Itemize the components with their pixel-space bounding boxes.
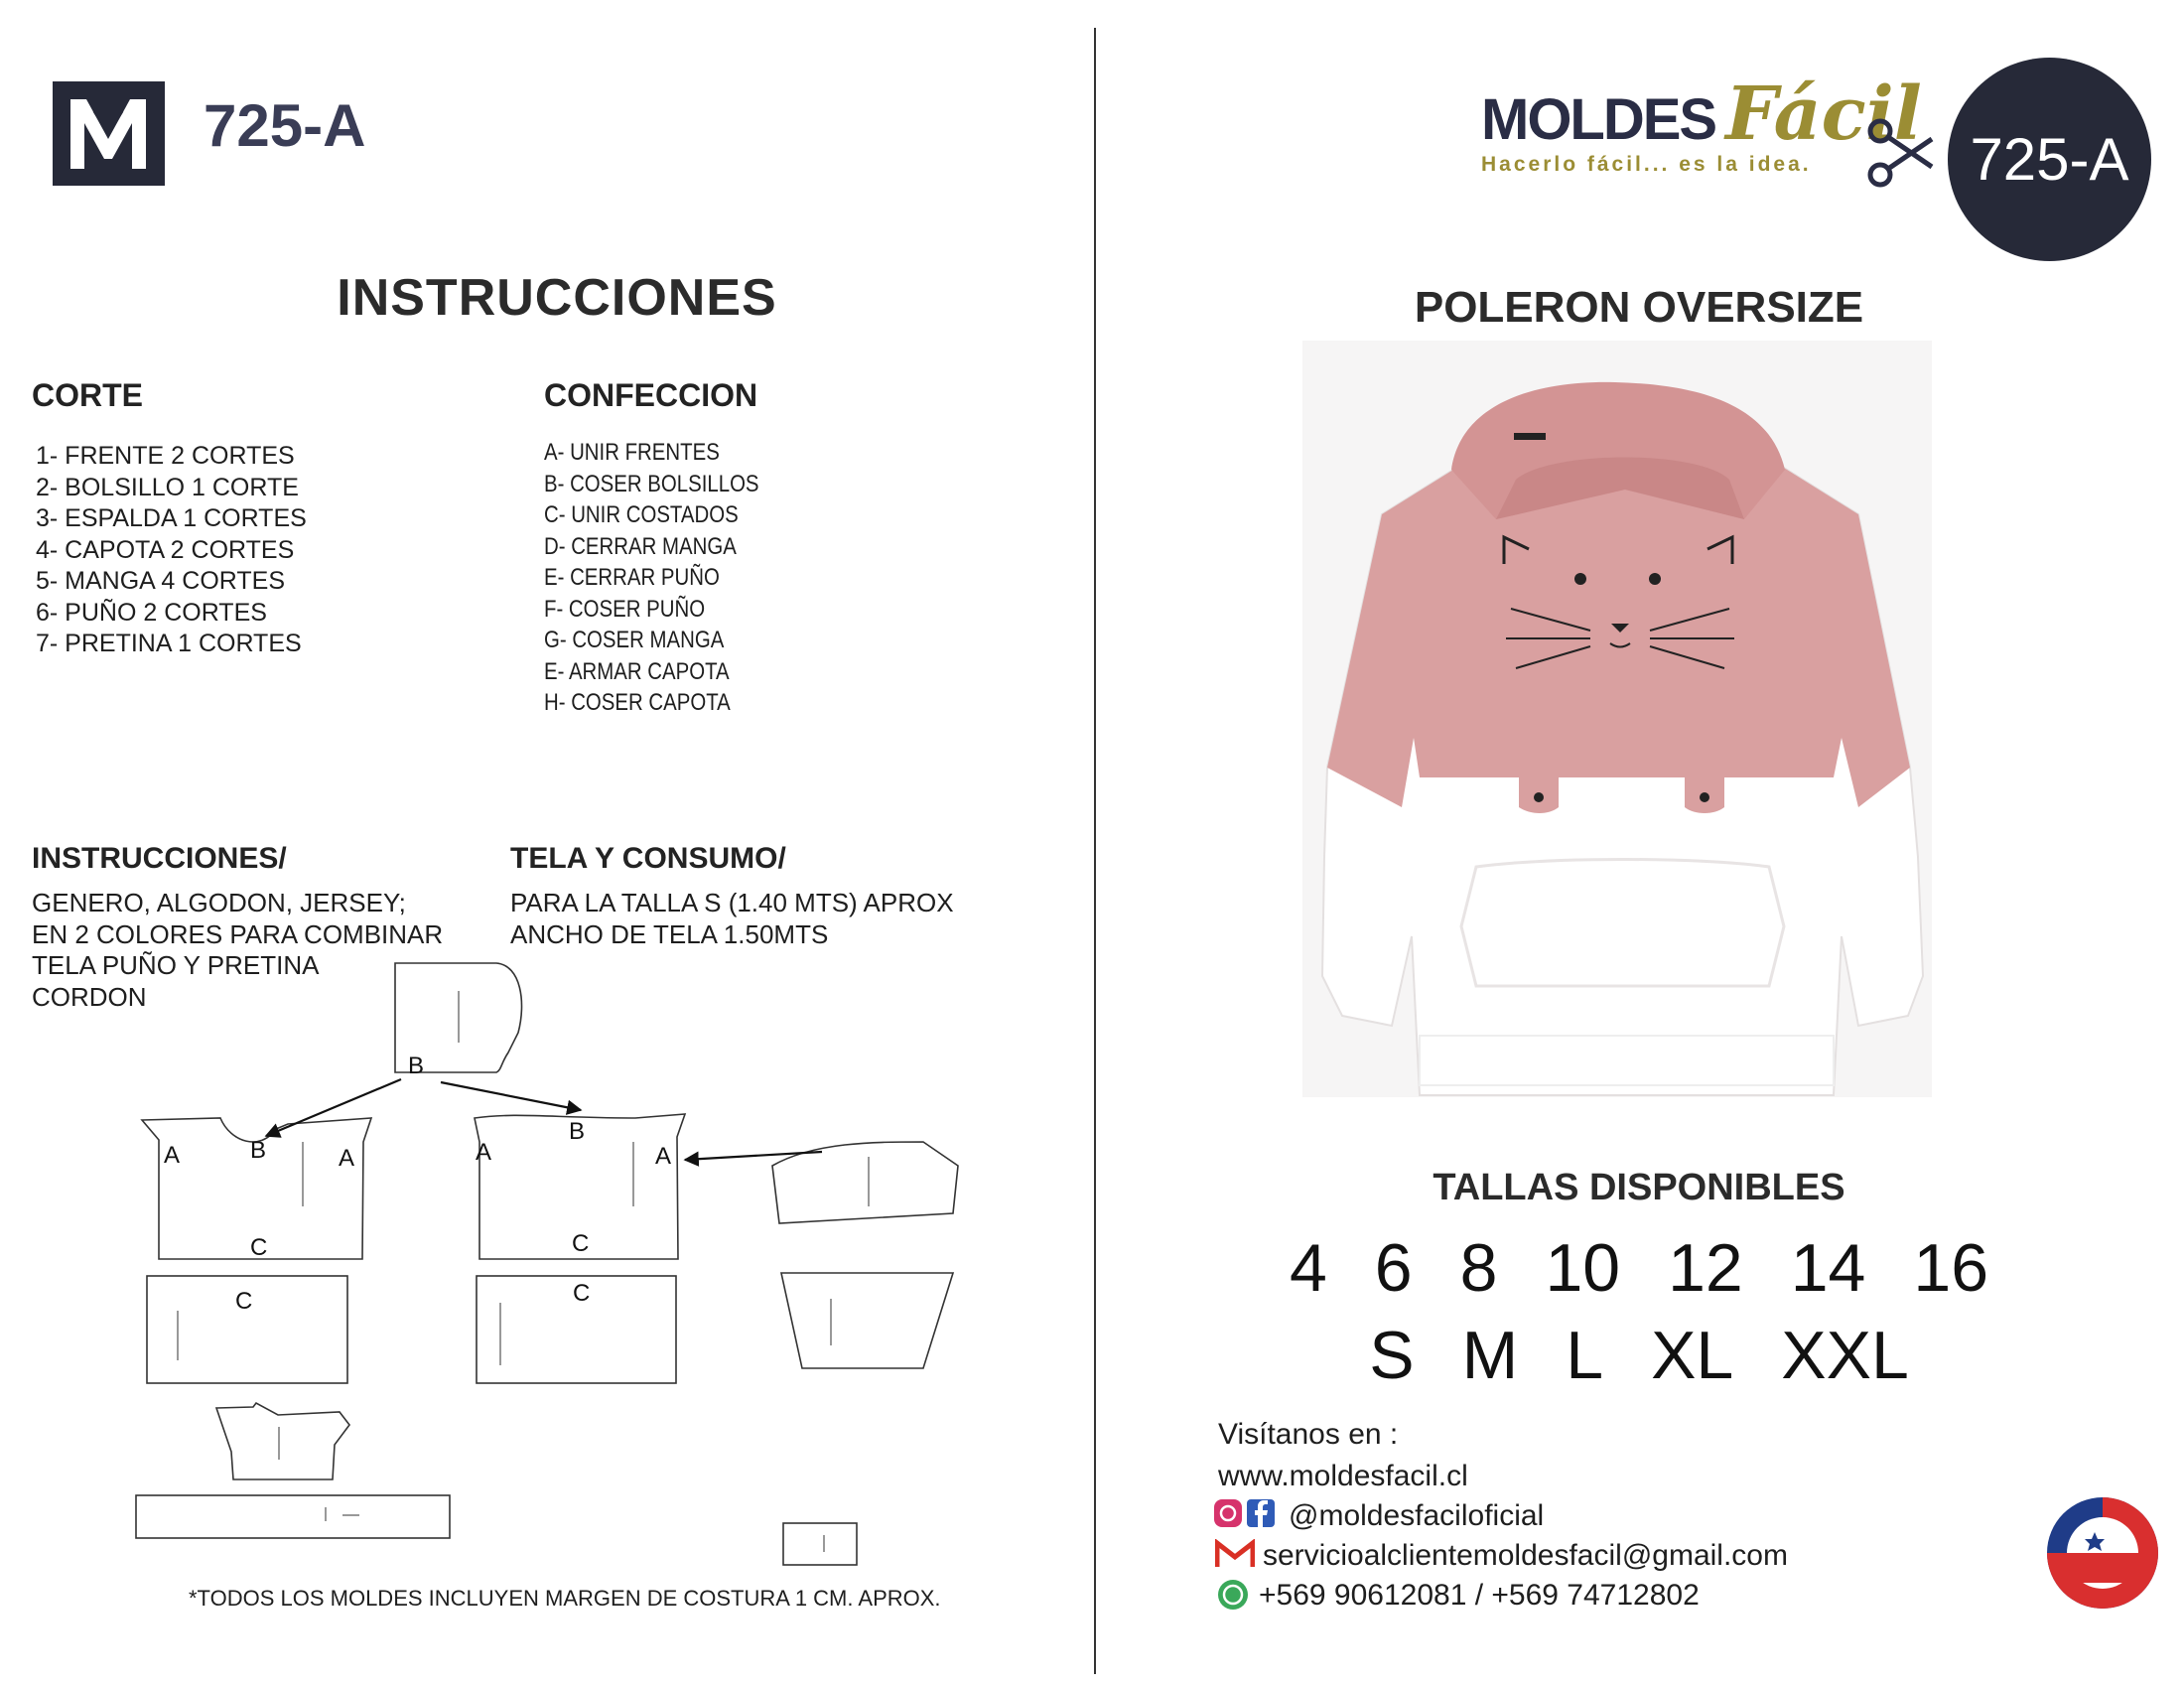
brand-logo-icon	[53, 81, 165, 186]
list-item: D- CERRAR MANGA	[544, 532, 737, 560]
list-item: 2- BOLSILLO 1 CORTE	[36, 473, 299, 501]
waistband-piece	[136, 1495, 450, 1538]
pattern-code-badge: 725-A	[1948, 58, 2151, 261]
product-title: POLERON OVERSIZE	[1414, 283, 1864, 332]
size-option: 8	[1459, 1230, 1498, 1306]
list-item: C- UNIR COSTADOS	[544, 501, 739, 528]
product-photo	[1302, 341, 1932, 1097]
visit-label: Visítanos en :	[1218, 1418, 1399, 1451]
social-handle[interactable]: @moldesfaciloficial	[1289, 1499, 1545, 1532]
sizes-title: TALLAS DISPONIBLES	[1433, 1167, 1845, 1208]
list-item: 6- PUÑO 2 CORTES	[36, 598, 267, 627]
website-link[interactable]: www.moldesfacil.cl	[1218, 1460, 1468, 1492]
materials-line: TELA PUÑO Y PRETINA	[32, 950, 320, 980]
whatsapp-icon[interactable]	[1217, 1579, 1249, 1611]
brand-tagline: Hacerlo fácil... es la idea.	[1481, 153, 1812, 176]
scissors-icon	[1866, 117, 1936, 189]
instagram-facebook-icon[interactable]	[1213, 1497, 1277, 1529]
small-cord-piece	[783, 1523, 857, 1565]
size-option: M	[1461, 1318, 1519, 1393]
corte-title: CORTE	[32, 377, 143, 413]
list-item: E- CERRAR PUÑO	[544, 564, 720, 591]
gmail-icon[interactable]	[1215, 1539, 1255, 1569]
size-option: 12	[1668, 1230, 1743, 1306]
size-option: XL	[1651, 1318, 1734, 1393]
size-option: S	[1369, 1318, 1415, 1393]
email-link[interactable]: servicioalclientemoldesfacil@gmail.com	[1263, 1539, 1788, 1572]
size-option: 10	[1545, 1230, 1621, 1306]
footnote: *TODOS LOS MOLDES INCLUYEN MARGEN DE COSTURA 1 CM. APROX.	[189, 1586, 941, 1611]
hoodie-illustration	[1302, 341, 1932, 1097]
size-option: XXL	[1781, 1318, 1909, 1393]
pattern-code: 725-A	[204, 92, 366, 159]
phone-numbers[interactable]: +569 90612081 / +569 74712802	[1259, 1579, 1700, 1612]
pattern-pieces-diagram	[0, 953, 1092, 1589]
size-option: 4	[1289, 1230, 1327, 1306]
materials-line: EN 2 COLORES PARA COMBINAR	[32, 918, 444, 949]
diagram-label: A	[164, 1142, 181, 1169]
diagram-label: C	[573, 1280, 591, 1307]
diagram-label: C	[572, 1230, 590, 1257]
instructions-heading: INSTRUCCIONES	[337, 269, 777, 327]
confeccion-title: CONFECCION	[544, 377, 758, 413]
diagram-label: B	[408, 1053, 425, 1079]
hood-strip-piece	[216, 1403, 349, 1479]
diagram-label: A	[339, 1145, 355, 1172]
fabric-text	[510, 888, 954, 950]
materials-line: GENERO, ALGODON, JERSEY;	[32, 888, 406, 917]
list-item: H- COSER CAPOTA	[544, 689, 731, 716]
materials-line: CORDON	[32, 981, 147, 1012]
list-item: G- COSER MANGA	[544, 627, 725, 653]
brand-logo	[1481, 71, 1922, 176]
fabric-line: PARA LA TALLA S (1.40 MTS) APROX	[510, 888, 954, 917]
list-item: B- COSER BOLSILLOS	[544, 470, 759, 497]
list-item: 7- PRETINA 1 CORTES	[36, 630, 302, 657]
size-option: 6	[1374, 1230, 1413, 1306]
letter-sizes	[1094, 1317, 2184, 1394]
diagram-label: A	[655, 1143, 672, 1170]
materials-title: INSTRUCCIONES/	[32, 842, 287, 875]
list-item: F- COSER PUÑO	[544, 595, 706, 623]
diagram-label: A	[476, 1139, 492, 1166]
producto-chileno-badge-icon	[2045, 1495, 2160, 1611]
brand-name: MOLDES	[1481, 87, 1716, 152]
size-option: L	[1566, 1318, 1604, 1393]
list-item: A- UNIR FRENTES	[544, 439, 720, 466]
diagram-label: B	[250, 1137, 267, 1164]
size-option: 14	[1790, 1230, 1866, 1306]
list-item: E- ARMAR CAPOTA	[544, 657, 730, 685]
list-item: 1- FRENTE 2 CORTES	[36, 442, 295, 470]
size-option: 16	[1913, 1230, 1989, 1306]
fabric-title: TELA Y CONSUMO/	[510, 842, 786, 875]
diagram-label: C	[235, 1288, 253, 1315]
corte-list	[36, 441, 307, 660]
cuff-piece	[781, 1273, 953, 1368]
list-item: 4- CAPOTA 2 CORTES	[36, 535, 295, 564]
fabric-line: ANCHO DE TELA 1.50MTS	[510, 918, 829, 949]
diagram-label: B	[569, 1118, 586, 1145]
list-item: 5- MANGA 4 CORTES	[36, 567, 285, 595]
brand-name-accent: Fácil	[1725, 71, 1922, 157]
list-item: 3- ESPALDA 1 CORTES	[36, 504, 307, 532]
numeric-sizes	[1094, 1229, 2184, 1307]
diagram-label: C	[250, 1234, 268, 1261]
confeccion-list	[544, 437, 759, 719]
